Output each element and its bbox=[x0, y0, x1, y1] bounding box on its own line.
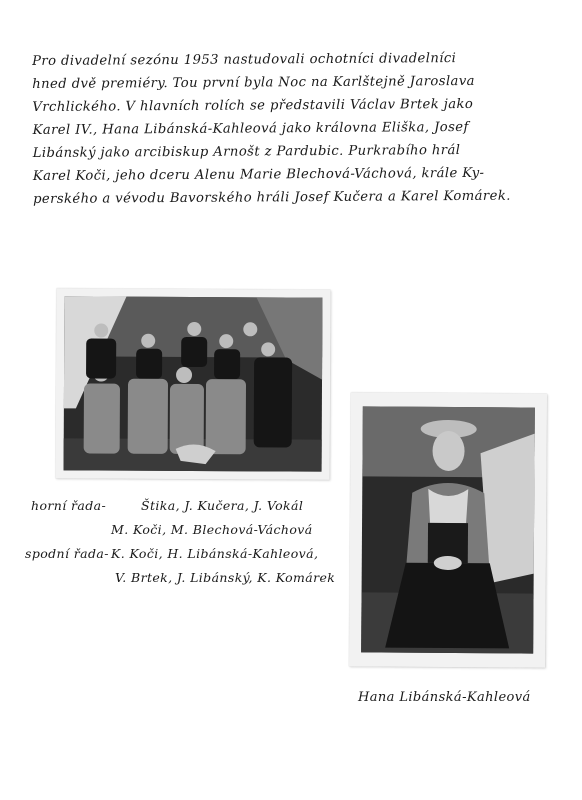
paragraph-line: Pro divadelní sezónu 1953 nastudovali ochotníci divadelníci bbox=[32, 51, 457, 69]
bottom-row-label: spodní řada- bbox=[25, 546, 109, 561]
paragraph-line: Libánský jako arcibiskup Arnošt z Pardubic. Purkrabího hrál bbox=[32, 143, 461, 161]
top-row-names: Štika, J. Kučera, J. Vokál bbox=[141, 498, 304, 513]
group-photo-caption bbox=[25, 496, 336, 586]
paragraph-line: Vrchlického. V hlavních rolích se představili Václav Brtek jako bbox=[32, 96, 474, 115]
paragraph-line: hned dvě premiéry. Tou první byla Noc na Karlštejně Jaroslava bbox=[32, 73, 475, 92]
group-photo bbox=[56, 288, 331, 479]
paragraph-line: perského a vévodu Bavorského hráli Josef Kučera a Karel Komárek. bbox=[32, 188, 511, 207]
portrait-photo-image bbox=[349, 392, 547, 667]
paragraph-line: Karel Koči, jeho dceru Alenu Marie Blechová-Váchová, krále Ky- bbox=[32, 165, 485, 184]
group-photo-image bbox=[56, 288, 331, 479]
portrait-photo bbox=[349, 392, 547, 667]
top-row-label: horní řada- bbox=[31, 498, 107, 513]
paragraph-line: Karel IV., Hana Libánská-Kahleová jako královna Eliška, Josef bbox=[32, 119, 469, 138]
portrait-caption: Hana Libánská-Kahleová bbox=[358, 690, 531, 705]
top-row-names-cont: M. Koči, M. Blechová-Váchová bbox=[111, 522, 313, 537]
handwritten-paragraph bbox=[32, 46, 568, 211]
bottom-row-names: K. Koči, H. Libánská-Kahleová, bbox=[111, 546, 319, 561]
bottom-row-names-cont: V. Brtek, J. Libánský, K. Komárek bbox=[115, 570, 336, 585]
